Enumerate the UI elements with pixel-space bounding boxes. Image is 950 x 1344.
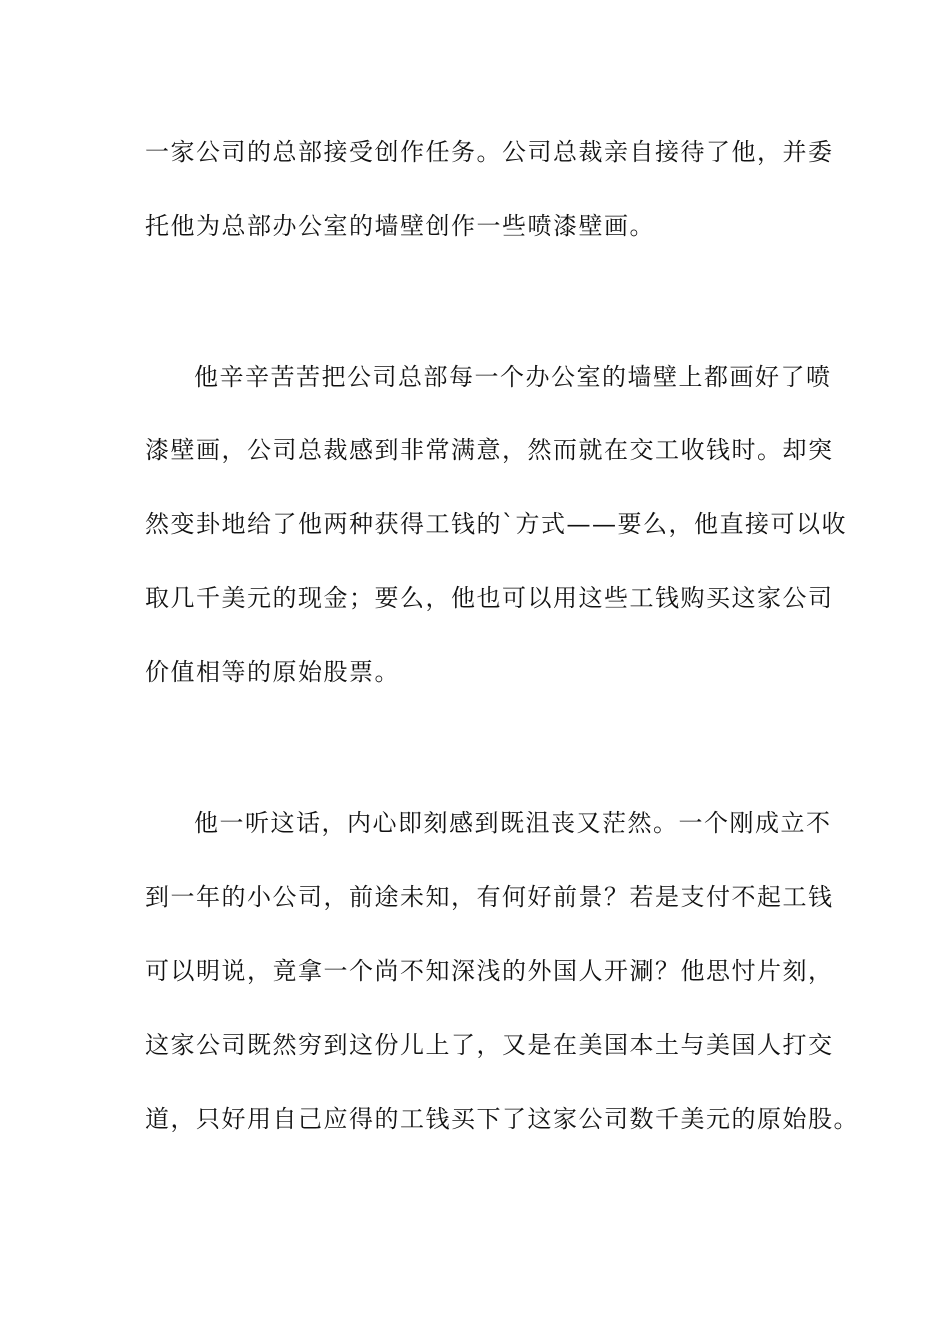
paragraph-2-line-2: 漆壁画，公司总裁感到非常满意，然而就在交工收钱时。却突 [145, 436, 834, 464]
paragraph-3-line-5: 道，只好用自己应得的工钱买下了这家公司数千美元的原始股。 [145, 1105, 859, 1133]
paragraph-3-line-2: 到一年的小公司，前途未知，有何好前景？若是支付不起工钱 [145, 883, 834, 911]
paragraph-2-line-3: 然变卦地给了他两种获得工钱的`方式——要么，他直接可以收 [145, 510, 847, 538]
paragraph-3-line-4: 这家公司既然穷到这份儿上了，又是在美国本土与美国人打交 [145, 1031, 834, 1059]
paragraph-2-line-4: 取几千美元的现金；要么，他也可以用这些工钱购买这家公司 [145, 584, 834, 612]
paragraph-2-line-1: 他辛辛苦苦把公司总部每一个办公室的墙壁上都画好了喷 [194, 363, 832, 391]
paragraph-2-line-5: 价值相等的原始股票。 [145, 658, 400, 686]
paragraph-3-line-3: 可以明说，竟拿一个尚不知深浅的外国人开涮？他思忖片刻， [145, 957, 834, 985]
paragraph-1-line-1: 一家公司的总部接受创作任务。公司总裁亲自接待了他，并委 [145, 138, 834, 166]
paragraph-3-line-1: 他一听这话，内心即刻感到既沮丧又茫然。一个刚成立不 [194, 809, 832, 837]
paragraph-1-line-2: 托他为总部办公室的墙壁创作一些喷漆壁画。 [145, 212, 655, 240]
